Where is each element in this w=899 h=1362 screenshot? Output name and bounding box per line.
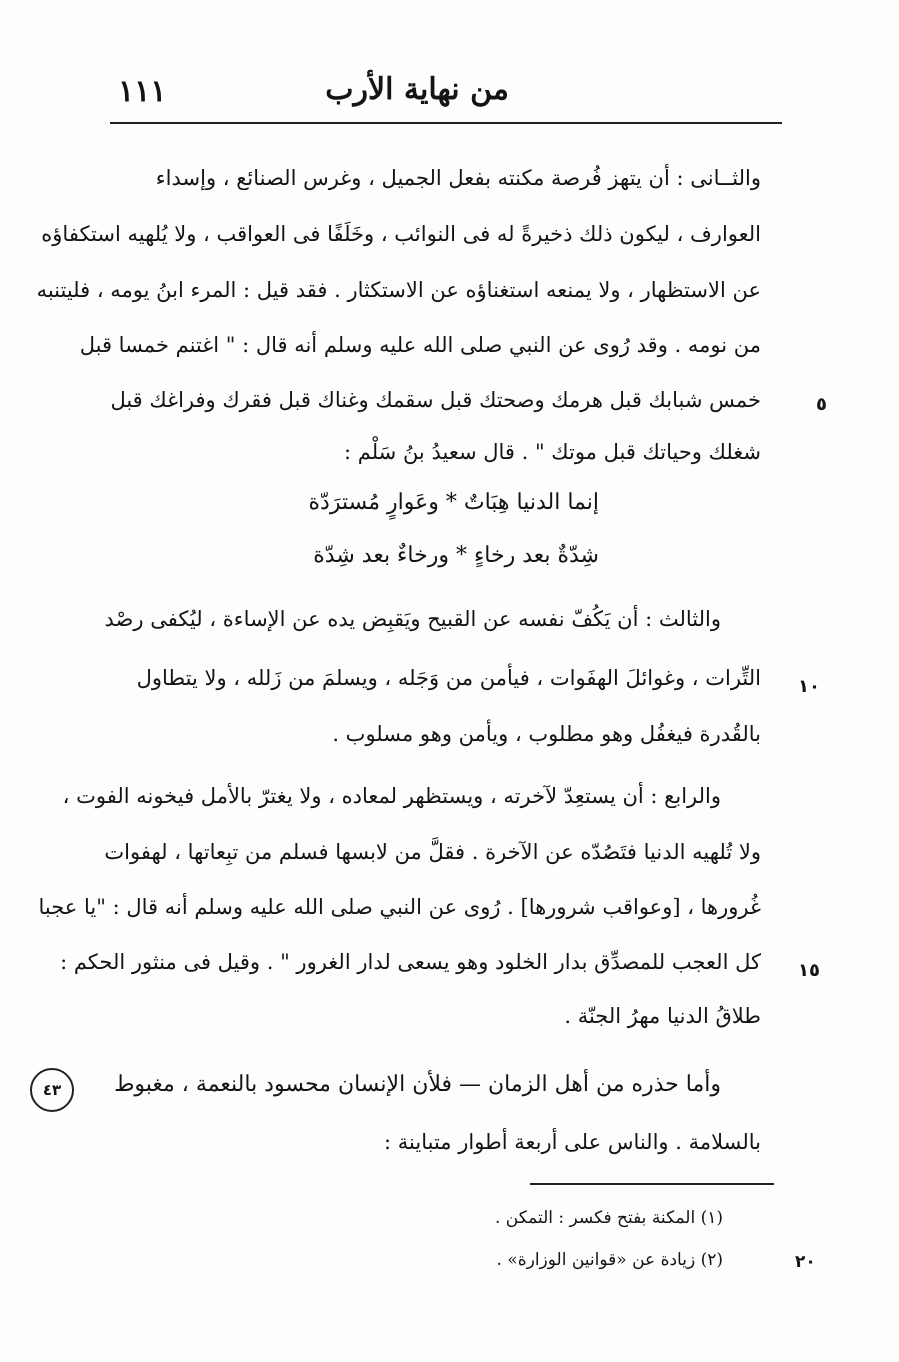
- line-number-15: ١٥: [798, 960, 820, 981]
- text-line: خمس شبابك قبل هرمك وصحتك قبل سقمك وغناك قبل فقرك وفراغك قبل: [110, 388, 761, 412]
- text-line: من نومه . وقد رُوى عن النبي صلى الله عليه وسلم أنه قال : " اغتنم خمسا قبل: [79, 333, 761, 357]
- text-line: بالقُدرة فيغفُل وهو مطلوب ، ويأمن وهو مسلوب .: [332, 722, 761, 746]
- text-line: غُرورها ، [وعواقب شرورها] . رُوى عن النبي صلى الله عليه وسلم أنه قال : "يا عجبا: [38, 895, 761, 919]
- text-line: عن الاستظهار ، ولا يمنعه استغناؤه عن الاستكثار . فقد قيل : المرء ابنُ يومه ، فليتنبه: [36, 278, 761, 302]
- text-line: شغلك وحياتك قبل موتك " . قال سعيدُ بنُ سَلْم :: [344, 440, 761, 464]
- text-line: وأما حذره من أهل الزمان — فلأن الإنسان محسود بالنعمة ، مغبوط: [114, 1072, 721, 1097]
- text-line: والثالث : أن يَكُفّ نفسه عن القبيح ويَقبِض يده عن الإساءة ، ليُكفى رصْد: [104, 607, 721, 631]
- line-number-20: ٢٠: [795, 1252, 816, 1272]
- page-number: ١١١: [118, 74, 167, 109]
- text-line: ولا تُلهيه الدنيا فتَصُدّه عن الآخرة . فقلَّ من لابسها فسلم من تبِعاتها ، لهفوات: [104, 840, 761, 864]
- text-line: العوارف ، ليكون ذلك ذخيرةً له فى النوائب ، وخَلَفًا فى العواقب ، ولا يُلهيه استكفاؤه: [41, 222, 761, 246]
- text-line: طلاقُ الدنيا مهرُ الجنّة .: [564, 1004, 761, 1028]
- line-number-10: ١٠: [798, 676, 820, 697]
- footnote-1: (١) المكنة بفتح فكسر : التمكن .: [494, 1208, 723, 1228]
- folio-mark: ٤٣: [30, 1068, 74, 1112]
- text-line: والثــانى : أن يتهز فُرصة مكنته بفعل الجميل ، وغرس الصنائع ، وإسداء: [155, 166, 761, 190]
- line-number-5: ٥: [816, 394, 827, 415]
- text-line: كل العجب للمصدِّق بدار الخلود وهو يسعى لدار الغرور " . وقيل فى منثور الحكم :: [60, 950, 761, 974]
- running-head: من نهاية الأرب: [325, 72, 509, 107]
- text-line: التِّرات ، وغوائلَ الهفَوات ، فيأمن من وَجَله ، ويسلمَ من زَلله ، ولا يتطاول: [136, 666, 761, 690]
- header-rule: [110, 122, 782, 124]
- footnote-rule: [530, 1183, 774, 1185]
- text-line: والرابع : أن يستعِدّ لآخرته ، ويستظهر لمعاده ، ولا يغترّ بالأمل فيخونه الفوت ،: [62, 784, 721, 808]
- verse-line: إنما الدنيا هِبَاتٌ * وعَوارٍ مُسترَدّة: [308, 490, 599, 515]
- verse-line: شِدّةٌ بعد رخاءٍ * ورخاءٌ بعد شِدّة: [313, 543, 599, 568]
- footnote-2: (٢) زيادة عن «قوانين الوزارة» .: [496, 1250, 723, 1270]
- text-line: بالسلامة . والناس على أربعة أطوار متباينة :: [384, 1130, 761, 1154]
